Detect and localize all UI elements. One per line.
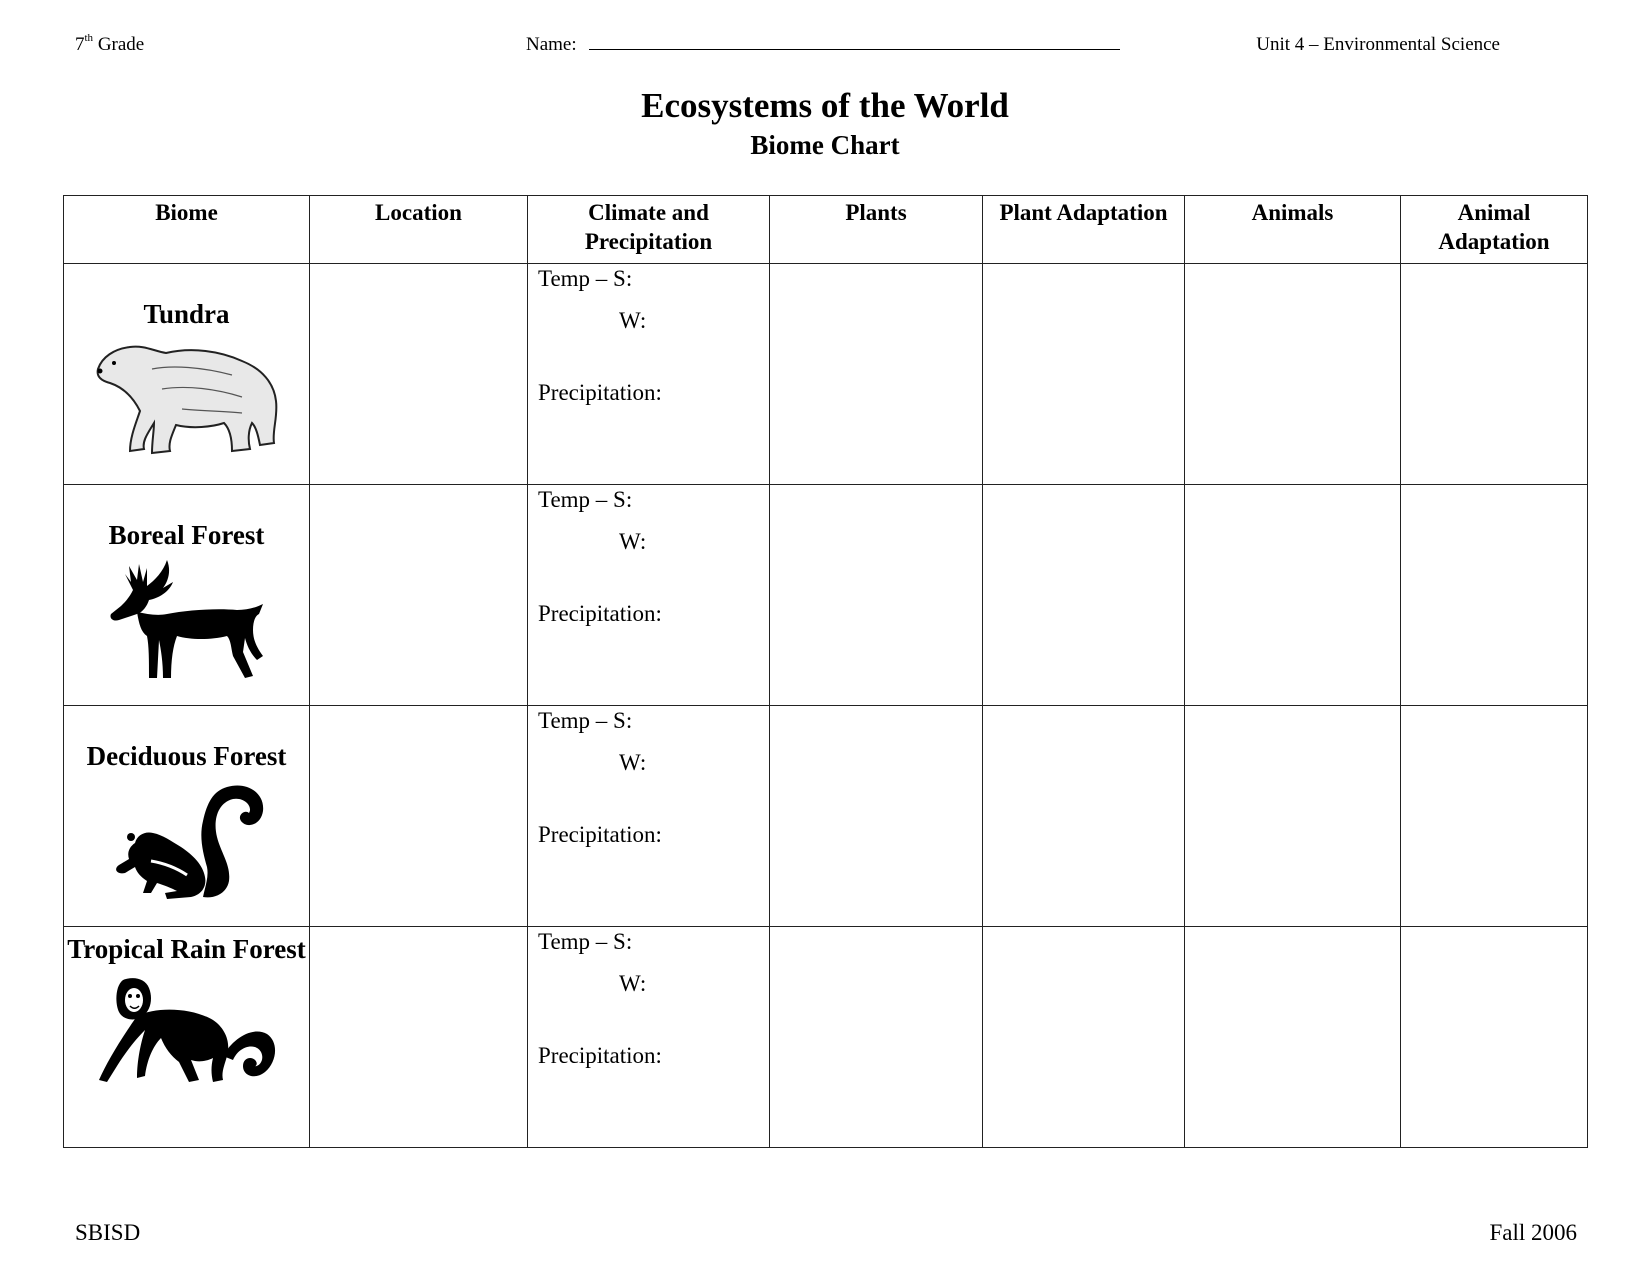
- plants-cell[interactable]: [770, 927, 983, 1148]
- page-title: Ecosystems of the World: [641, 86, 1009, 125]
- temp-summer-label: Temp – S:: [538, 266, 633, 291]
- grade-word: Grade: [97, 34, 145, 55]
- plants-cell[interactable]: [770, 485, 983, 706]
- biome-name: Boreal Forest: [108, 520, 265, 550]
- temp-summer-label: Temp – S:: [538, 929, 633, 954]
- column-header-plant-adaptation: Plant Adaptation: [983, 196, 1185, 264]
- grade-suffix: th: [84, 32, 94, 44]
- biome-name: Tropical Rain Forest: [67, 934, 306, 964]
- name-field: [526, 34, 1120, 56]
- column-header-plants: Plants: [770, 196, 983, 264]
- table-row: [64, 706, 1588, 927]
- polar-bear-icon: [92, 339, 282, 459]
- plants-cell[interactable]: [770, 264, 983, 485]
- biome-cell: [64, 927, 310, 1148]
- animal-adaptation-cell[interactable]: [1401, 927, 1588, 1148]
- animal-adaptation-cell[interactable]: [1401, 264, 1588, 485]
- biome-cell: [64, 485, 310, 706]
- plant-adaptation-cell[interactable]: [983, 706, 1185, 927]
- unit-label: Unit 4 – Environmental Science: [1256, 34, 1500, 55]
- precipitation-label: Precipitation:: [538, 380, 662, 405]
- temp-winter-label: W:: [619, 750, 647, 775]
- temp-summer-label: Temp – S:: [538, 708, 633, 733]
- biome-cell: [64, 264, 310, 485]
- precipitation-label: Precipitation:: [538, 1043, 662, 1068]
- table-row: [64, 927, 1588, 1148]
- squirrel-icon: [107, 781, 267, 901]
- temp-winter-label: W:: [619, 308, 647, 333]
- location-cell[interactable]: [310, 264, 528, 485]
- footer-term: Fall 2006: [1489, 1220, 1577, 1245]
- table-row: [64, 264, 1588, 485]
- climate-cell[interactable]: [528, 927, 770, 1148]
- animals-cell[interactable]: [1185, 485, 1401, 706]
- biome-name: Tundra: [143, 299, 230, 329]
- animals-cell[interactable]: [1185, 706, 1401, 927]
- temp-summer-label: Temp – S:: [538, 487, 633, 512]
- column-header-animals: Animals: [1185, 196, 1401, 264]
- location-cell[interactable]: [310, 706, 528, 927]
- temp-winter-label: W:: [619, 529, 647, 554]
- footer-district: SBISD: [75, 1220, 141, 1245]
- biome-cell: [64, 706, 310, 927]
- page-subtitle: Biome Chart: [750, 130, 900, 160]
- column-header-biome: Biome: [64, 196, 310, 264]
- climate-cell[interactable]: [528, 485, 770, 706]
- temp-winter-label: W:: [619, 971, 647, 996]
- animals-cell[interactable]: [1185, 927, 1401, 1148]
- animals-cell[interactable]: [1185, 264, 1401, 485]
- plants-cell[interactable]: [770, 706, 983, 927]
- precipitation-label: Precipitation:: [538, 822, 662, 847]
- location-cell[interactable]: [310, 927, 528, 1148]
- climate-cell[interactable]: [528, 264, 770, 485]
- table-row: [64, 485, 1588, 706]
- table-header-row: [64, 196, 1588, 264]
- climate-cell[interactable]: [528, 706, 770, 927]
- biome-chart-table: [63, 195, 1588, 1148]
- plant-adaptation-cell[interactable]: [983, 264, 1185, 485]
- column-header-location: Location: [310, 196, 528, 264]
- name-label: Name:: [526, 34, 577, 55]
- biome-name: Deciduous Forest: [86, 741, 287, 771]
- animal-adaptation-cell[interactable]: [1401, 485, 1588, 706]
- monkey-icon: [97, 976, 277, 1084]
- animal-adaptation-cell[interactable]: [1401, 706, 1588, 927]
- column-header-climate: Climate and Precipitation: [528, 196, 770, 264]
- plant-adaptation-cell[interactable]: [983, 927, 1185, 1148]
- moose-icon: [107, 560, 267, 690]
- grade-label: [75, 34, 144, 56]
- column-header-animal-adaptation: Animal Adaptation: [1401, 196, 1588, 264]
- location-cell[interactable]: [310, 485, 528, 706]
- grade-number: 7: [75, 34, 85, 55]
- precipitation-label: Precipitation:: [538, 601, 662, 626]
- name-blank-line[interactable]: [589, 35, 1120, 50]
- plant-adaptation-cell[interactable]: [983, 485, 1185, 706]
